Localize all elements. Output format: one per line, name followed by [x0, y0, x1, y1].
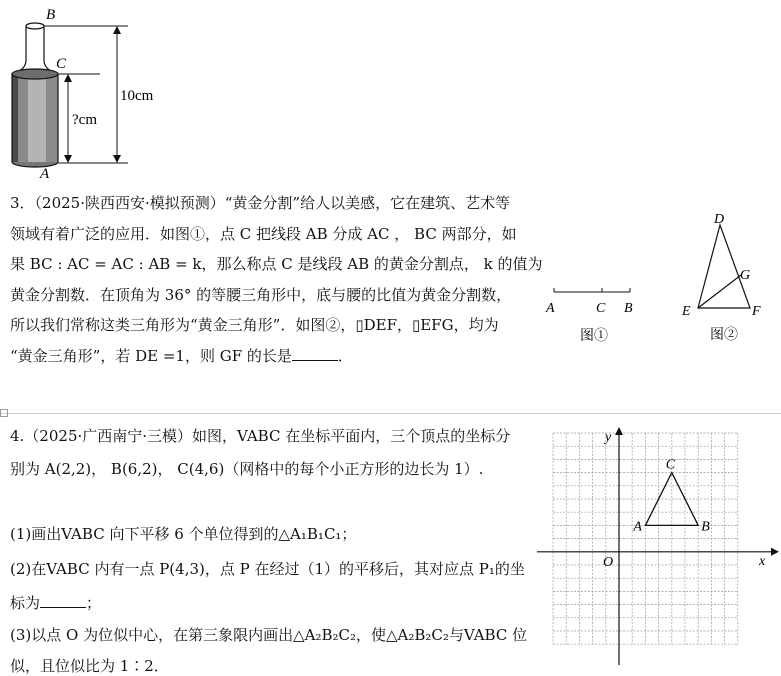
p4-question-3b: 似，且位似比为 1∶2．: [10, 657, 169, 675]
p3-line-3: 果 BC : AC = AC : AB = k，那么称点 C 是线段 AB 的黄金分割点， k 的值为: [10, 255, 543, 273]
x-axis-arrow: [771, 548, 779, 556]
fig1-label-b: B: [624, 301, 633, 316]
fig1-label-c: C: [596, 301, 606, 316]
figure-2-triangles: [670, 205, 780, 350]
p4-q2b-text: 标为: [10, 594, 41, 612]
fig1-caption: 图①: [580, 329, 608, 344]
p3-end-punct: ．: [337, 346, 353, 365]
dim-total: 10cm: [120, 88, 154, 104]
cylinder-figure: [0, 0, 200, 180]
p3-line-1: 3．（2025·陕西西安·模拟预测）“黄金分割”给人以美感，它在建筑、艺术等: [10, 194, 511, 212]
p4-question-3a: (3)以点 O 为位似中心，在第三象限内画出△A₂B₂C₂，使△A₂B₂C₂与VABC 位: [10, 626, 528, 644]
x-axis-label: x: [759, 553, 766, 569]
coordinate-grid: [535, 425, 781, 675]
p3-line-6-text: “黄金三角形”，若 DE =1，则 GF 的长是: [10, 346, 292, 365]
fig1-label-a: A: [546, 301, 555, 316]
section-marker: [0, 409, 8, 417]
answer-blank-2: [40, 593, 86, 608]
vertex-b-label: B: [701, 519, 710, 535]
vertex-c-label: C: [665, 457, 676, 473]
fig2-label-f: F: [752, 304, 761, 319]
p3-line-4: 黄金分割数．在顶角为 36° 的等腰三角形中，底与腰的比值为黄金分割数，: [10, 285, 512, 304]
dim-part: ?cm: [72, 112, 97, 128]
p3-line-6: [10, 341, 530, 372]
p4-q2b-end: ；: [86, 594, 102, 612]
label-c: C: [56, 56, 67, 72]
p4-line-2: 别为 A(2,2)， B(6,2)， C(4,6)（网格中的每个小正方形的边长为 1）.: [10, 460, 484, 478]
y-axis-label: y: [605, 430, 612, 445]
p4-question-2b: [10, 592, 540, 613]
fig2-caption: 图②: [710, 328, 738, 343]
fig2-label-g: G: [740, 268, 751, 283]
fig2-label-d: D: [714, 212, 725, 227]
p3-line-5: 所以我们常称这类三角形为“黄金三角形”．如图②，▯DEF，▯EFG，均为: [10, 316, 499, 334]
vertex-a-label: A: [633, 519, 642, 535]
section-divider: [0, 413, 781, 414]
p4-line-1: 4.（2025·广西南宁·三模）如图，VABC 在坐标平面内，三个顶点的坐标分: [10, 427, 511, 445]
p3-line-2: 领域有着广泛的应用．如图①，点 C 把线段 AB 分成 AC ， BC 两部分，如: [10, 224, 517, 243]
y-axis-arrow: [615, 427, 623, 435]
p4-question-2a: (2)在VABC 内有一点 P(4,3)，点 P 在经过（1）的平移后，其对应点 P₁的坐: [10, 560, 525, 578]
grid-lines: [553, 433, 738, 644]
fig2-label-e: E: [682, 304, 691, 319]
answer-blank: [292, 346, 338, 361]
p4-question-1: (1)画出VABC 向下平移 6 个单位得到的△A₁B₁C₁；: [10, 525, 357, 543]
label-b: B: [46, 7, 56, 23]
problem-3-text: [10, 188, 543, 371]
origin-label: O: [603, 554, 614, 570]
figure-1-segment: [540, 280, 650, 350]
label-a: A: [40, 166, 50, 180]
